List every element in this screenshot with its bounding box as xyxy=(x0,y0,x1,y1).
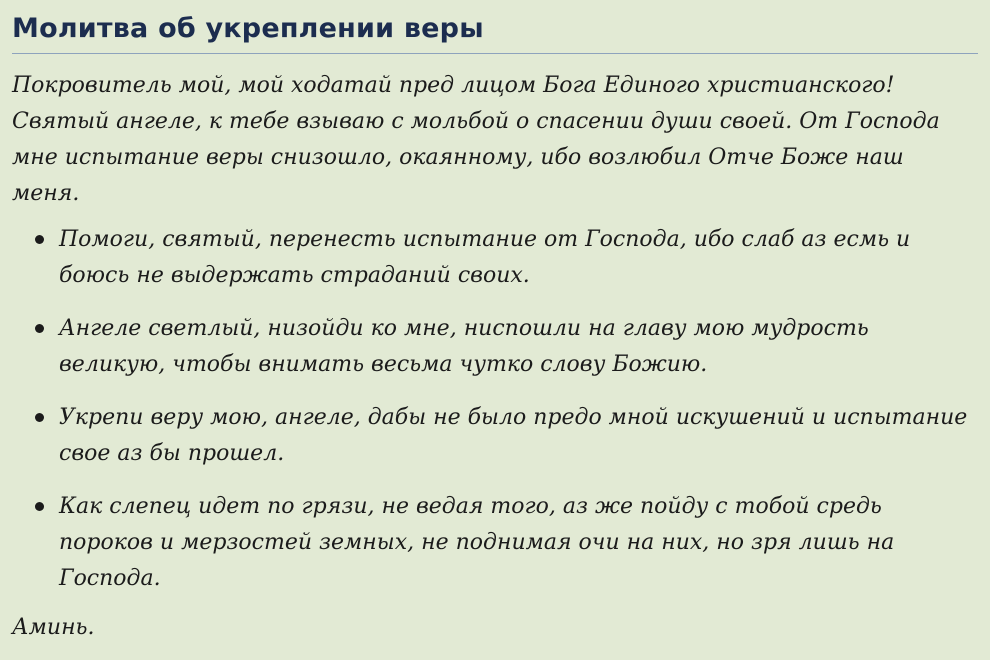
list-item xyxy=(12,489,974,597)
plea-text: Ангеле светлый, низойди ко мне, ниспошли на главу мою мудрость великую, чтобы внимать весьма чутко слову Божию. xyxy=(59,316,869,377)
plea-text: Помоги, святый, перенесть испытание от Господа, ибо слаб аз есмь и боюсь не выдержать страданий своих. xyxy=(59,227,911,288)
list-item xyxy=(12,311,974,383)
list-item xyxy=(12,400,974,472)
prayer-intro: Покровитель мой, мой ходатай пред лицом Бога Единого христианского! Святый ангеле, к тебе взываю с мольбой о спасении души своей. От Господа мне испытание веры снизошло, окаянному, ибо возлюбил Отче Боже наш меня. xyxy=(12,73,940,206)
bullet-icon xyxy=(35,324,44,333)
bullet-icon xyxy=(35,502,44,511)
plea-text: Как слепец идет по грязи, не ведая того, аз же пойду с тобой средь пороков и мерзостей земных, не поднимая очи на них, но зря лишь на Господа. xyxy=(59,494,895,591)
list-item xyxy=(12,222,974,294)
prayer-pleas-list xyxy=(12,222,978,597)
plea-text: Укрепи веру мою, ангеле, дабы не было предо мной искушений и испытание свое аз бы прошел. xyxy=(59,405,968,466)
title-divider xyxy=(12,53,978,54)
bullet-icon xyxy=(35,413,44,422)
prayer-closing: Аминь. xyxy=(12,615,95,640)
page-title: Молитва об укреплении веры xyxy=(12,13,484,44)
bullet-icon xyxy=(35,235,44,244)
